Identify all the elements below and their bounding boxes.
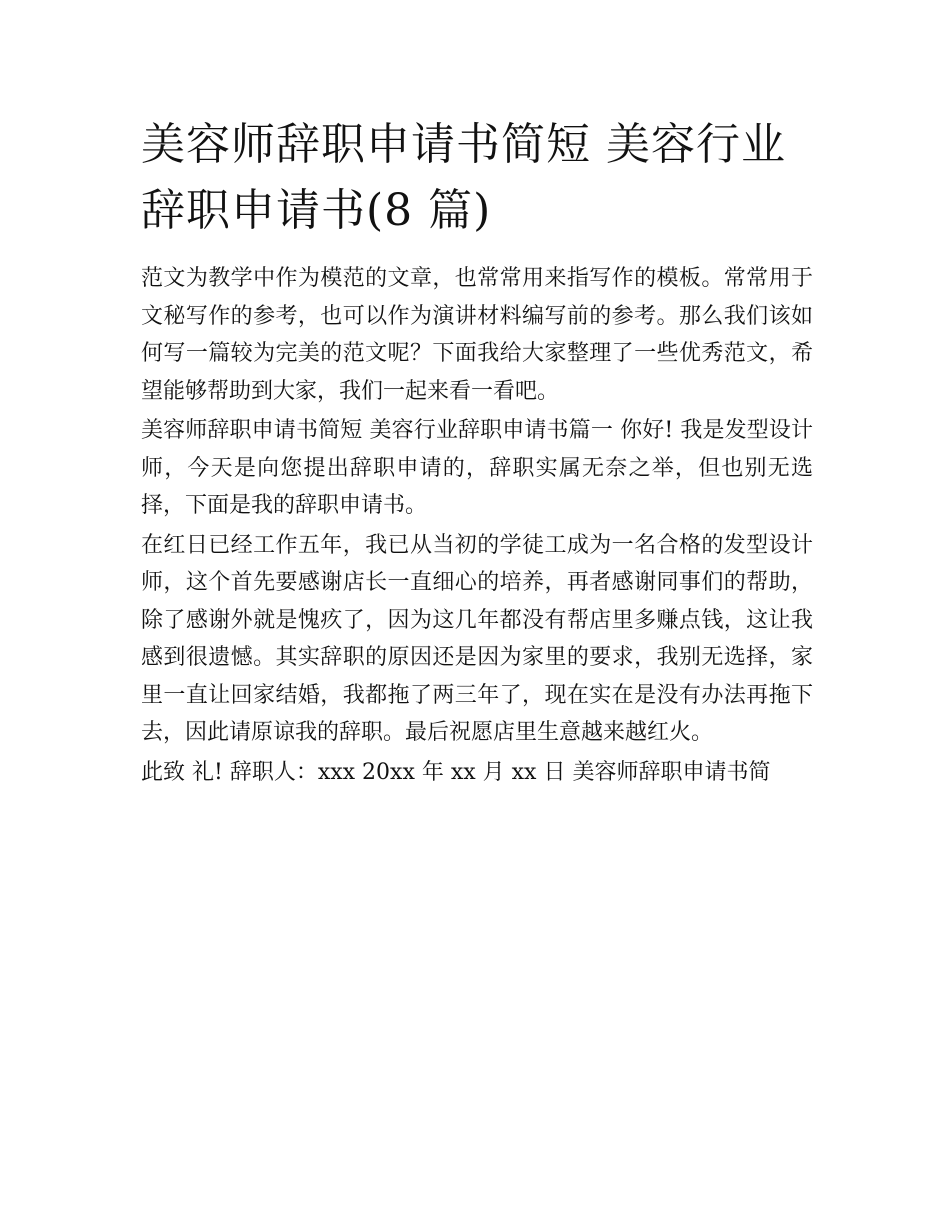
letter-body-paragraph: 在红日已经工作五年，我已从当初的学徒工成为一名合格的发型设计师，这个首先要感谢店长一直细心的培养，再者感谢同事们的帮助，除了感谢外就是愧疚了，因为这几年都没有帮店里多赚点钱，这让我感到很遗憾。其实辞职的原因还是因为家里的要求，我别无选择，家里一直让回家结婚，我都拖了两三年了，现在实在是没有办法再拖下去，因此请原谅我的辞职。最后祝愿店里生意越来越红火。 [141, 532, 813, 745]
letter-opening-paragraph: 美容师辞职申请书简短 美容行业辞职申请书篇一 你好! 我是发型设计师，今天是向您提出辞职申请的，辞职实属无奈之举，但也别无选择，下面是我的辞职申请书。 [141, 418, 813, 518]
document-title: 美容师辞职申请书简短 美容行业辞职申请书(8 篇) [141, 119, 786, 236]
document-body [141, 112, 813, 793]
letter-closing-paragraph: 此致 礼! 辞职人：xxx 20xx 年 xx 月 xx 日 美容师辞职申请书简 [141, 759, 771, 785]
intro-paragraph: 范文为教学中作为模范的文章，也常常用来指写作的模板。常常用于文秘写作的参考，也可以作为演讲材料编写前的参考。那么我们该如何写一篇较为完美的范文呢？下面我给大家整理了一些优秀范文，希望能够帮助到大家，我们一起来看一看吧。 [141, 266, 813, 404]
